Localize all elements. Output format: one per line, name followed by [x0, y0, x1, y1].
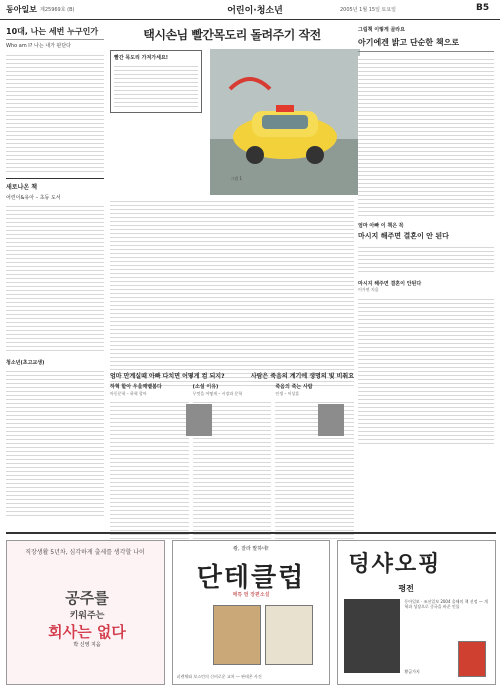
book-cover-image [213, 605, 261, 665]
ad-subtitle: 평전 [398, 584, 414, 593]
new-books-heading: 새로나온 책 [6, 178, 104, 191]
ad-title-line: 키워주는 [69, 611, 105, 621]
body-text [110, 399, 189, 539]
right-title-2: 마시지 해주면 결혼이 안 된다 [358, 232, 449, 240]
issue-date: 2005년 1월 15일 토요일 [340, 7, 397, 13]
review-sub: 아동문학 – 하혁 할아 [110, 391, 147, 396]
body-text [6, 203, 104, 353]
body-text [6, 52, 104, 172]
body-text [110, 198, 354, 388]
book-cover-image [265, 605, 313, 665]
ad-title: 덩샤오핑 [348, 552, 442, 577]
body-text [358, 56, 494, 216]
taxi-illustration [210, 49, 360, 195]
left-lead-title: 10대, 나는 세번 누구인가 [6, 26, 104, 40]
ad-title: 단테클럽 [196, 563, 306, 593]
review-box [110, 383, 189, 539]
review-sub: 무엇을 어떻게 – 시장과 문학 [192, 391, 243, 396]
teen-books-subheading: 청소년(초고교생) [6, 360, 45, 366]
ad-tagline: 직장생활 5년차, 심각하게 출세를 생각할 나이 [25, 549, 145, 556]
page-number: B5 [476, 3, 490, 13]
book-cover-image [458, 641, 486, 677]
mid-headline-2: 사람은 죽음의 계기에 생명의 빛 비춰요 [250, 373, 354, 380]
book-ad-deng-xiaoping[interactable] [337, 540, 496, 685]
portrait-photo [318, 404, 344, 436]
portrait-photo [344, 599, 400, 673]
ad-subtitle: 매튜 펄 장편소설 [232, 592, 270, 598]
issue-number: 제25969호 (B) [40, 7, 75, 13]
ad-publisher: 황금가지 [404, 669, 420, 674]
ad-title [17, 587, 157, 642]
section-title: 어린이·청소년 [227, 6, 283, 16]
ad-description: 동아일보 · 조선일보 2004 올해의 책 선정 — 개혁과 성장으로 중국을 바꾼 인물 [404, 599, 488, 609]
portrait-photo [186, 404, 212, 436]
advertisements [6, 540, 496, 685]
ad-title-line: 회사는 없다 [48, 623, 126, 641]
book-ad-dante-club[interactable] [172, 540, 331, 685]
ad-author: 박 신영 지음 [73, 642, 101, 648]
review-sub: 인생 – 이상훈 [275, 391, 300, 396]
masthead [0, 0, 500, 20]
body-text [358, 244, 494, 274]
book-ad-princess[interactable] [6, 540, 165, 685]
ad-title-line: 공주를 [65, 589, 109, 607]
side-box-title: 빨간 목도리 가져가세요! [114, 55, 169, 61]
new-books-subheading: 어린이&유아 – 초등 도서 [6, 195, 61, 201]
review-title: (소설 이유) [192, 384, 219, 390]
right-kicker-2: 엄마 아빠 이 책은 꼭 [358, 223, 404, 229]
left-lead-subtitle: Who am I? 나는 내가 판단다 [6, 43, 71, 49]
right-book-author: 이가연 지음 [358, 287, 379, 292]
right-title: 아기에겐 밝고 단순한 책으로 [358, 37, 494, 52]
body-text [358, 296, 494, 446]
right-column [358, 26, 494, 446]
review-title: 죽음의 죽는 사람 [275, 384, 313, 390]
photo-caption: 그림 1 [230, 176, 242, 181]
mid-headline-1: 엄마 만계실때 아빠 다치면 어떻게 컴 되지? [110, 373, 225, 380]
side-box [110, 50, 202, 113]
divider [6, 532, 496, 534]
ad-description: 피렌체와 보스턴의 신비로운 교차 — 판테온 사건 [176, 674, 262, 679]
ad-tagline: 쾅, 잘라 말하네! [233, 546, 269, 552]
right-kicker: 그림책 이렇게 골라요 [358, 27, 405, 33]
left-column [6, 26, 104, 518]
right-book-title: 마시지 해주면 결혼이 안된다 [358, 281, 422, 287]
body-text [114, 63, 198, 109]
mid-headlines [110, 371, 354, 380]
main-headline: 택시손님 빨간목도리 돌려주기 작전 [143, 28, 321, 42]
body-text [6, 368, 104, 518]
review-title: 하혁 할아 우울깨뱉봄다 [110, 384, 162, 390]
paper-name: 동아일보 [6, 5, 37, 14]
